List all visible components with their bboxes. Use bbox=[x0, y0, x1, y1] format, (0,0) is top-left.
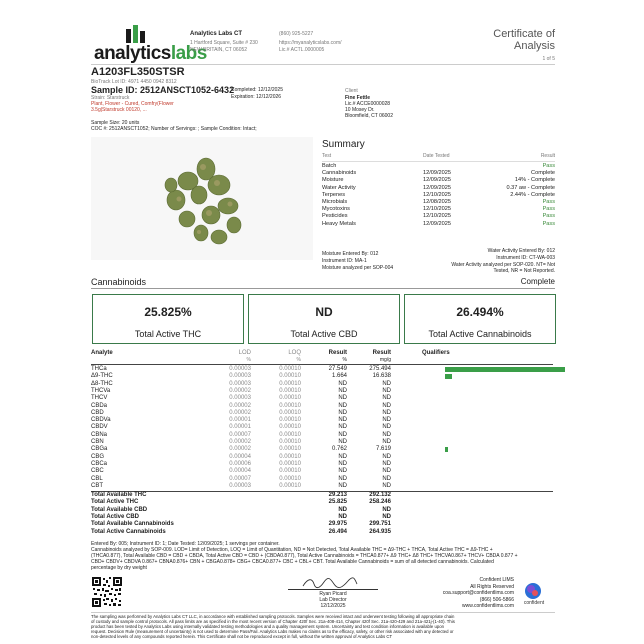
signature-image bbox=[300, 576, 360, 590]
summary-test: Moisture bbox=[322, 177, 344, 184]
summary-result: Pass bbox=[542, 220, 555, 227]
analyte-lod: 0.00007 bbox=[229, 431, 251, 438]
analyte-name: CBDVa bbox=[91, 417, 111, 424]
analyte-result-mg: ND bbox=[382, 475, 391, 482]
analyte-result-pct: ND bbox=[338, 387, 347, 394]
analyte-name: Δ8-THC bbox=[91, 380, 113, 387]
client-name: Fine Fettle bbox=[345, 95, 371, 101]
analyte-loq: 0.00010 bbox=[279, 446, 301, 453]
summary-test: Microbials bbox=[322, 199, 348, 205]
summary-row bbox=[322, 185, 555, 192]
total-result-mg: 292.132 bbox=[369, 492, 391, 498]
client-address-2: Bloomfield, CT 06002 bbox=[345, 113, 393, 119]
summary-result: 14% - Complete bbox=[514, 177, 555, 184]
confident-brand: confident bbox=[523, 600, 545, 606]
summary-row bbox=[322, 192, 555, 199]
table-row bbox=[91, 366, 553, 373]
analyte-lod: 0.00002 bbox=[229, 387, 251, 394]
footer-line-2: of custody and sample control protocols. All pass limits are as specified in the most recent version of Chapter 420f Sec. 21a-408-414, Chapter 420f Sec. 21a-420-429 and 21a-421j-(1-40). This bbox=[91, 619, 455, 624]
summary-row bbox=[322, 177, 555, 184]
analyte-loq: 0.00010 bbox=[279, 417, 301, 424]
summary-result: Pass bbox=[542, 206, 555, 213]
total-name: Total Available Cannabinoids bbox=[91, 521, 174, 528]
table-row bbox=[91, 468, 553, 475]
summary-date: 12/10/2025 bbox=[423, 206, 451, 213]
analyte-result-mg: ND bbox=[382, 380, 391, 387]
total-result-mg: 264.935 bbox=[369, 528, 391, 535]
footer-divider bbox=[91, 612, 555, 613]
unit-pct: % bbox=[342, 357, 347, 363]
note-dry-weight: percentage by dry weight bbox=[91, 565, 147, 571]
header-qualifiers: Qualifiers bbox=[422, 350, 450, 356]
analyte-lod: 0.00002 bbox=[229, 446, 251, 453]
biotrack-lot-id: BioTrack Lot ID: 4971 4450 0942 8312 bbox=[91, 79, 177, 85]
analyte-lod: 0.00003 bbox=[229, 373, 251, 380]
analyte-result-mg: ND bbox=[382, 395, 391, 402]
summary-date: 12/10/2025 bbox=[423, 191, 451, 198]
qr-code[interactable] bbox=[91, 576, 123, 608]
summary-result: Pass bbox=[542, 163, 555, 169]
analyte-loq: 0.00010 bbox=[279, 373, 301, 380]
total-thc-label: Total Active THC bbox=[134, 329, 202, 339]
summary-title: Summary bbox=[322, 139, 365, 150]
analyte-result-mg: 7.619 bbox=[375, 446, 391, 453]
total-row bbox=[91, 507, 553, 514]
summary-row bbox=[322, 170, 555, 177]
total-result-mg: ND bbox=[382, 513, 391, 520]
analyte-loq: 0.00010 bbox=[279, 424, 301, 431]
sample-description: 3.5g|Starstruck 00120, ... bbox=[91, 107, 147, 113]
total-thc-box bbox=[92, 294, 244, 344]
analyte-lod: 0.00001 bbox=[229, 417, 251, 424]
total-cbd-label: Total Active CBD bbox=[290, 329, 358, 339]
water-activity-note: Tested, NR = Not Reported. bbox=[493, 268, 555, 274]
summary-date: 12/09/2025 bbox=[423, 177, 451, 184]
header-lod: LOD bbox=[238, 350, 251, 356]
signature-date: 12/12/2025 bbox=[320, 603, 346, 609]
total-cbd-box bbox=[248, 294, 400, 344]
note-entered-by: Entered By: 005; Instrument ID: 1; Date Tested: 12/09/2025; 1 servings per container. bbox=[91, 541, 280, 547]
company-name: Analytics Labs CT bbox=[190, 31, 243, 37]
summary-result: Pass bbox=[542, 213, 555, 220]
table-row bbox=[91, 410, 553, 417]
table-row bbox=[91, 388, 553, 395]
analyte-name: CBDV bbox=[91, 424, 108, 431]
footer-line-3: product has been tested by Analytics Labs using internally validated testing methodologies and a quality management system. Uncertainty and test condition information is available upon bbox=[91, 624, 445, 629]
analyte-result-pct: ND bbox=[338, 402, 347, 409]
analyte-loq: 0.00010 bbox=[279, 439, 301, 445]
summary-row bbox=[322, 221, 555, 228]
summary-divider bbox=[322, 161, 555, 162]
total-thc-value: 25.825% bbox=[144, 305, 192, 319]
analyte-result-pct: ND bbox=[338, 475, 347, 482]
analyte-result-pct: 27.549 bbox=[328, 366, 347, 372]
analyte-result-mg: ND bbox=[382, 387, 391, 394]
table-row bbox=[91, 446, 553, 453]
total-cbd-value: ND bbox=[315, 305, 333, 319]
footer-line-4: request. Decision Rule (measurement of uncertainty) is not used to determine Pass/Fail. Analytics Labs makes no claims as to the efficacy, safety, or other risk associated with any detected or bbox=[91, 629, 454, 634]
moisture-entered-by: Moisture Entered By: 012 bbox=[322, 251, 379, 257]
client-address-1: 10 Mosey Dr. bbox=[345, 107, 375, 113]
sample-name: A1203FL350STSR bbox=[91, 66, 185, 78]
analyte-result-mg: 275.494 bbox=[369, 366, 391, 372]
total-result-pct: 29.975 bbox=[328, 521, 347, 528]
analyte-lod: 0.00004 bbox=[229, 468, 251, 475]
summary-date: 12/10/2025 bbox=[423, 213, 451, 220]
summary-test: Terpenes bbox=[322, 191, 346, 198]
summary-test: Water Activity bbox=[322, 184, 356, 191]
signatory-name: Ryan Picard bbox=[319, 591, 347, 597]
analyte-result-pct: ND bbox=[338, 468, 347, 475]
footer-line-1: The sampling was performed by Analytics Labs CT LLC, in accordance with established sampling protocols. Samples were received intact and underwent testing following all appropriate chain bbox=[91, 614, 455, 619]
total-cannabinoids-label: Total Active Cannabinoids bbox=[428, 329, 532, 339]
table-row bbox=[91, 454, 553, 461]
logo-word-labs: labs bbox=[170, 43, 207, 64]
summary-result: Complete bbox=[531, 170, 555, 177]
summary-result: 0.37 aw - Complete bbox=[506, 184, 555, 191]
analyte-lod: 0.00002 bbox=[229, 409, 251, 416]
summary-result: Pass bbox=[542, 199, 555, 205]
total-name: Total Active THC bbox=[91, 499, 139, 506]
table-row bbox=[91, 439, 553, 446]
analyte-loq: 0.00010 bbox=[279, 475, 301, 482]
note-definitions-1: Cannabinoids analyzed by SOP-009. LOD= Limit of Detection, LOQ = Limit of Quantitation, ND = Not Detected, Total Available THC = Δ9-THC + THCA, Total Active THC = Δ9-THC + bbox=[91, 547, 493, 553]
analyte-result-mg: ND bbox=[382, 424, 391, 431]
table-header bbox=[91, 350, 553, 357]
analyte-lod: 0.00002 bbox=[229, 439, 251, 445]
table-row bbox=[91, 424, 553, 431]
logo-word-analytics: analytics bbox=[94, 43, 171, 64]
page-number: 1 of 5 bbox=[542, 56, 555, 62]
summary-result: 2.44% - Complete bbox=[510, 191, 555, 198]
analyte-result-mg: ND bbox=[382, 439, 391, 445]
analyte-loq: 0.00010 bbox=[279, 468, 301, 475]
analyte-result-pct: ND bbox=[338, 482, 347, 489]
summary-date: 12/09/2025 bbox=[423, 220, 451, 227]
total-name: Total Active Cannabinoids bbox=[91, 528, 166, 535]
analyte-lod: 0.00003 bbox=[229, 395, 251, 402]
summary-test: Batch bbox=[322, 163, 337, 169]
table-row bbox=[91, 483, 553, 490]
analyte-result-pct: ND bbox=[338, 409, 347, 416]
confident-email[interactable]: coa.support@confidentlims.com bbox=[442, 590, 514, 596]
analyte-result-mg: ND bbox=[382, 453, 391, 460]
analyte-loq: 0.00010 bbox=[279, 409, 301, 416]
client-label: Client bbox=[345, 88, 358, 94]
analyte-loq: 0.00010 bbox=[279, 482, 301, 489]
header-loq: LOQ bbox=[288, 350, 301, 356]
confident-logo-icon bbox=[524, 582, 542, 600]
logo-mark-icon bbox=[118, 25, 158, 45]
client-license: Lic.# ACCE0000028 bbox=[345, 101, 391, 107]
expiration-date: Expiration: 12/12/2026 bbox=[231, 94, 282, 100]
table-row bbox=[91, 417, 553, 424]
analyte-lod: 0.00003 bbox=[229, 482, 251, 489]
confident-phone: (866) 506-5866 bbox=[479, 597, 514, 603]
company-license: Lic.# ACTL.0000005 bbox=[279, 47, 325, 53]
table-row bbox=[91, 395, 553, 402]
total-row bbox=[91, 492, 553, 499]
company-phone: (860) 925-5227 bbox=[279, 31, 314, 37]
summary-col-date: Date Tested bbox=[423, 153, 450, 159]
summary-test: Pesticides bbox=[322, 213, 348, 220]
unit-mg: mg/g bbox=[379, 357, 391, 363]
signature-line bbox=[288, 589, 378, 590]
analyte-bar bbox=[445, 374, 452, 379]
analyte-loq: 0.00010 bbox=[279, 460, 301, 467]
analyte-name: CBDa bbox=[91, 402, 108, 409]
analyte-name: CBG bbox=[91, 453, 105, 460]
note-definitions-3: CBD+ CBDV+ CBDVA 0.867+ CBNA0.876+ CBN + CBGA0.878+ CBG+ CBCA0.877+ CBC + CBL+ CBT. Total Available Cannabinoids = sum of all detected cannabinoids. Calculated bbox=[91, 559, 494, 565]
total-result-pct: ND bbox=[338, 506, 347, 513]
coc-line: COC #: 2512ANSCT1052; Number of Servings: ; Sample Condition: Intact; bbox=[91, 126, 257, 132]
analyte-name: CBC bbox=[91, 468, 104, 475]
unit-loq: % bbox=[296, 357, 301, 363]
analyte-result-mg: ND bbox=[382, 482, 391, 489]
total-result-pct: 25.825 bbox=[328, 499, 347, 506]
confident-lims-name: Confident LIMS bbox=[479, 577, 514, 583]
analyte-name: CBT bbox=[91, 482, 103, 489]
analyte-name: CBN bbox=[91, 439, 104, 445]
analyte-name: CBNa bbox=[91, 431, 108, 438]
analyte-result-pct: 0.762 bbox=[331, 446, 347, 453]
table-units bbox=[91, 357, 553, 364]
analyte-loq: 0.00010 bbox=[279, 366, 301, 372]
analyte-result-mg: ND bbox=[382, 431, 391, 438]
note-definitions-2: (THCA0.877), Total Available CBD = CBD + CBDA, Total Active CBD = CBD + (CBDA0.877), Total Active Cannabinoids = THCA0.877+ Δ9 THC+ Δ8 THC+ THCVA0.867+ THCV+ CBDA 0.877 + bbox=[91, 553, 518, 559]
summary-row bbox=[322, 199, 555, 206]
analyte-name: CBL bbox=[91, 475, 103, 482]
total-cannabinoids-value: 26.494% bbox=[456, 305, 504, 319]
header-analyte: Analyte bbox=[91, 350, 113, 356]
header-divider bbox=[91, 64, 555, 65]
analyte-name: CBD bbox=[91, 409, 104, 416]
analyte-bar bbox=[445, 447, 448, 452]
total-name: Total Active CBD bbox=[91, 513, 140, 520]
footer-line-5: non-detected levels of any compounds reported herein. This Certificate shall not be reproduced except in full, without the written approval of Analytics Labs CT bbox=[91, 634, 393, 639]
table-header-divider bbox=[91, 364, 553, 365]
total-name: Total Available THC bbox=[91, 492, 147, 498]
analyte-result-pct: ND bbox=[338, 460, 347, 467]
confident-website[interactable]: www.confidentlims.com bbox=[462, 603, 514, 609]
analyte-result-pct: ND bbox=[338, 380, 347, 387]
analyte-result-pct: ND bbox=[338, 424, 347, 431]
moisture-instrument: Instrument ID: MA-1 bbox=[322, 258, 367, 264]
analyte-result-mg: ND bbox=[382, 402, 391, 409]
cannabinoids-title: Cannabinoids bbox=[91, 277, 147, 287]
company-website[interactable]: https://myanalyticslabs.com/ bbox=[279, 40, 342, 46]
analyte-lod: 0.00003 bbox=[229, 366, 251, 372]
sample-size: Sample Size: 20 units bbox=[91, 120, 140, 126]
water-activity-entered-by: Water Activity Entered By: 012 bbox=[487, 248, 555, 254]
total-name: Total Available CBD bbox=[91, 506, 148, 513]
summary-row bbox=[322, 213, 555, 220]
total-result-mg: 258.246 bbox=[369, 499, 391, 506]
total-row bbox=[91, 514, 553, 521]
analyte-name: CBGa bbox=[91, 446, 108, 453]
summary-test: Cannabinoids bbox=[322, 170, 357, 177]
confident-rights: All Rights Reserved bbox=[470, 584, 514, 590]
analyte-lod: 0.00006 bbox=[229, 460, 251, 467]
sample-id: Sample ID: 2512ANSCT1052-6432 bbox=[91, 85, 235, 95]
analyte-lod: 0.00004 bbox=[229, 453, 251, 460]
summary-col-result: Result bbox=[540, 153, 555, 159]
total-result-pct: 29.213 bbox=[328, 492, 347, 498]
water-activity-sop: Water Activity analyzed per SOP-020. NT= Not bbox=[451, 262, 555, 268]
analyte-bar bbox=[445, 367, 565, 372]
table-row bbox=[91, 476, 553, 483]
water-activity-instrument: Instrument ID: CT-WA-003 bbox=[496, 255, 555, 261]
total-row bbox=[91, 499, 553, 506]
analyte-result-mg: 16.638 bbox=[372, 373, 391, 380]
analyte-result-pct: ND bbox=[338, 453, 347, 460]
table-row bbox=[91, 461, 553, 468]
total-row bbox=[91, 529, 553, 536]
total-result-pct: ND bbox=[338, 513, 347, 520]
total-result-mg: 299.751 bbox=[369, 521, 391, 528]
moisture-sop: Moisture analyzed per SOP-004 bbox=[322, 265, 394, 271]
summary-date: 12/09/2025 bbox=[423, 184, 451, 191]
analyte-name: THCa bbox=[91, 366, 107, 372]
total-row bbox=[91, 521, 553, 528]
analyte-result-mg: ND bbox=[382, 417, 391, 424]
table-row bbox=[91, 432, 553, 439]
analyte-name: THCVa bbox=[91, 387, 111, 394]
table-row bbox=[91, 381, 553, 388]
analyte-loq: 0.00010 bbox=[279, 380, 301, 387]
summary-date: 12/08/2025 bbox=[423, 199, 451, 205]
analyte-lod: 0.00002 bbox=[229, 402, 251, 409]
total-result-mg: ND bbox=[382, 506, 391, 513]
analyte-name: Δ9-THC bbox=[91, 373, 113, 380]
analyte-result-pct: 1.664 bbox=[331, 373, 347, 380]
summary-col-test: Test bbox=[322, 153, 332, 159]
analyte-result-pct: ND bbox=[338, 439, 347, 445]
total-cannabinoids-box bbox=[404, 294, 556, 344]
document-title: Certificate of Analysis bbox=[493, 28, 555, 52]
analyte-lod: 0.00003 bbox=[229, 380, 251, 387]
analyte-loq: 0.00010 bbox=[279, 453, 301, 460]
table-row bbox=[91, 403, 553, 410]
summary-test: Heavy Metals bbox=[322, 220, 356, 227]
header-result-mg: Result bbox=[372, 350, 391, 356]
summary-row bbox=[322, 206, 555, 213]
analyte-result-pct: ND bbox=[338, 395, 347, 402]
cannabinoids-status: Complete bbox=[520, 277, 555, 286]
cannabinoids-divider bbox=[91, 288, 555, 289]
strain: Strain: Starstruck bbox=[91, 95, 130, 101]
summary-row bbox=[322, 163, 555, 170]
summary-date: 12/09/2025 bbox=[423, 170, 451, 177]
company-address-2: NEW BRITAIN, CT 06052 bbox=[190, 47, 248, 53]
total-result-pct: 26.494 bbox=[328, 528, 347, 535]
plant-type: Plant, Flower - Cured, Comfry(Flower bbox=[91, 101, 174, 107]
table-row bbox=[91, 373, 553, 380]
analyte-result-pct: ND bbox=[338, 431, 347, 438]
company-address-1: 1 Hartford Square, Suite # 230 bbox=[190, 40, 258, 46]
analyte-result-mg: ND bbox=[382, 409, 391, 416]
analyte-loq: 0.00010 bbox=[279, 387, 301, 394]
analyte-result-mg: ND bbox=[382, 468, 391, 475]
product-photo bbox=[91, 137, 313, 260]
analyte-lod: 0.00001 bbox=[229, 424, 251, 431]
analyte-loq: 0.00010 bbox=[279, 402, 301, 409]
analyte-loq: 0.00010 bbox=[279, 395, 301, 402]
header-result-pct: Result bbox=[328, 350, 347, 356]
analyte-lod: 0.00007 bbox=[229, 475, 251, 482]
analyte-result-mg: ND bbox=[382, 460, 391, 467]
analyte-result-pct: ND bbox=[338, 417, 347, 424]
completed-date: Completed: 12/12/2025 bbox=[231, 87, 283, 93]
analyte-loq: 0.00010 bbox=[279, 431, 301, 438]
analyte-name: CBCa bbox=[91, 460, 108, 467]
analyte-name: THCV bbox=[91, 395, 108, 402]
summary-test: Mycotoxins bbox=[322, 206, 350, 213]
unit-lod: % bbox=[246, 357, 251, 363]
signatory-role: Lab Director bbox=[319, 597, 347, 603]
